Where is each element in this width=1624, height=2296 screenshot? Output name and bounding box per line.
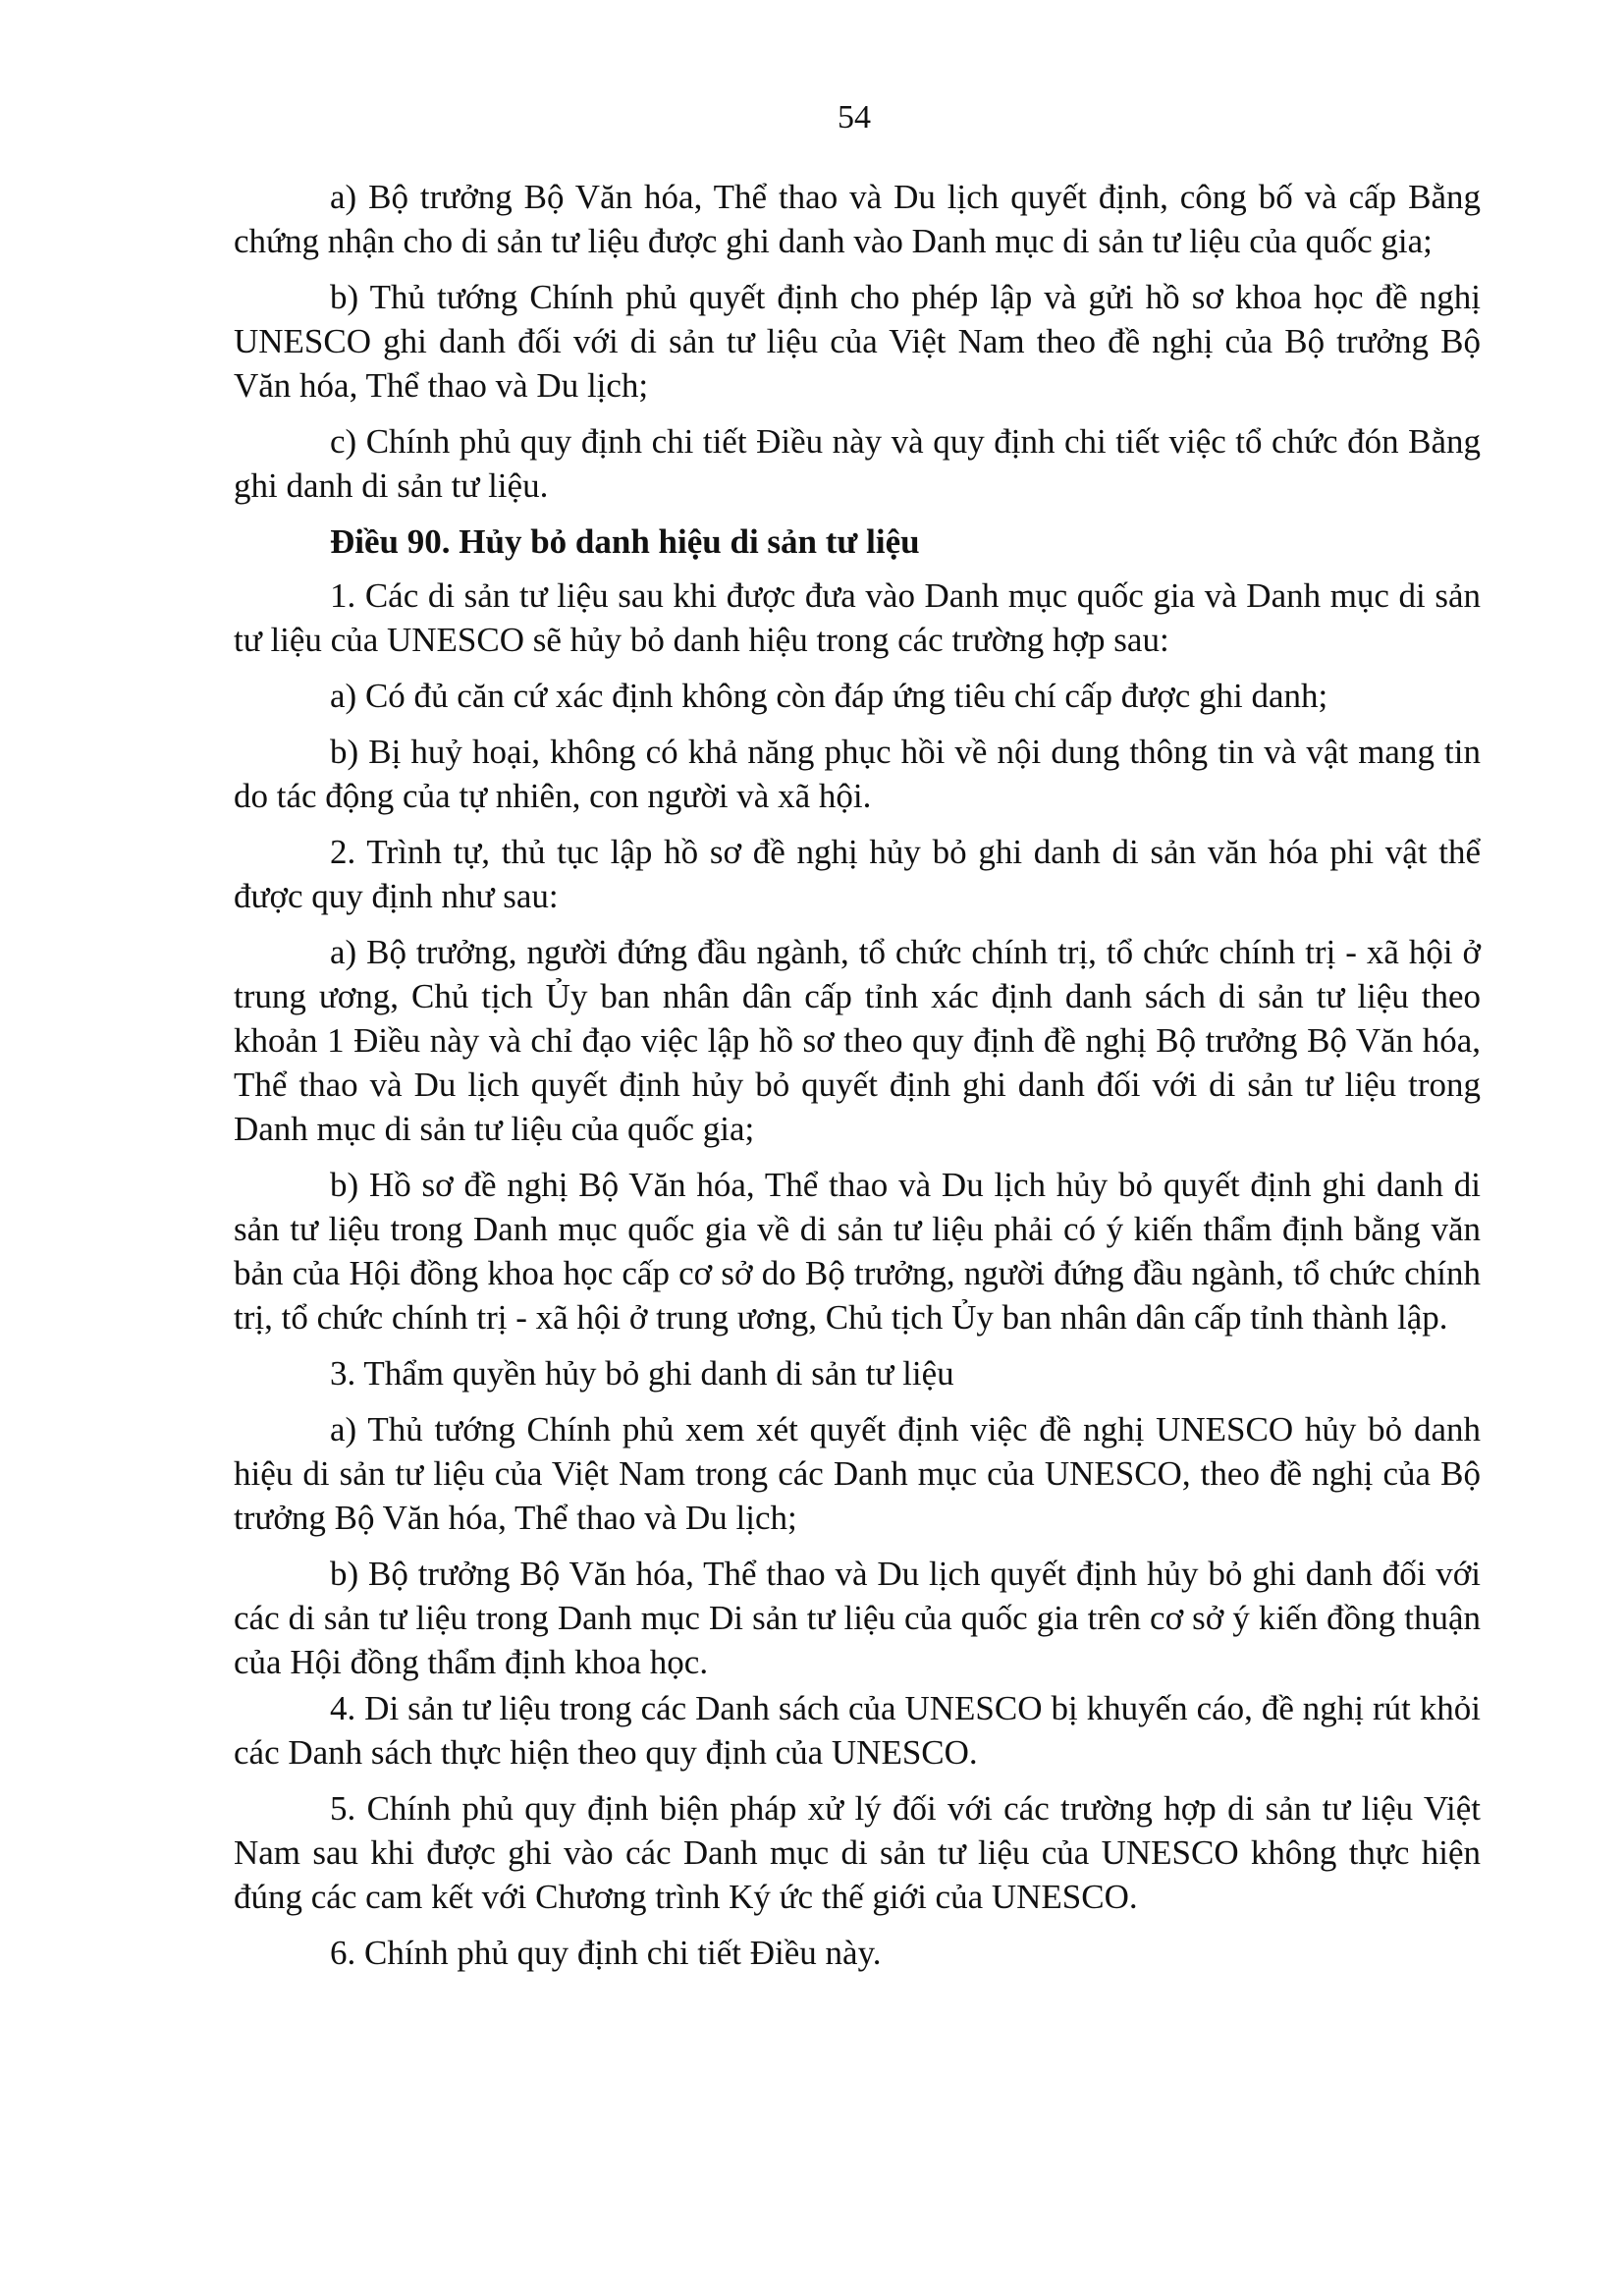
paragraph-90-1-a: a) Có đủ căn cứ xác định không còn đáp ứng tiêu chí cấp được ghi danh; [330, 677, 1328, 715]
document-body [234, 175, 1481, 1987]
page-number: 54 [838, 99, 871, 136]
paragraph-89-a: a) Bộ trưởng Bộ Văn hóa, Thể thao và Du lịch quyết định, công bố và cấp Bằng chứng nhận cho di sản tư liệu được ghi danh vào Danh mục di sản tư liệu của quốc gia; [234, 178, 1481, 260]
paragraph-90-3-b: b) Bộ trưởng Bộ Văn hóa, Thể thao và Du lịch quyết định hủy bỏ ghi danh đối với các di sản tư liệu trong Danh mục Di sản tư liệu của quốc gia trên cơ sở ý kiến đồng thuận của Hội đồng thẩm định khoa học. [234, 1555, 1481, 1681]
article-90-heading: Điều 90. Hủy bỏ danh hiệu di sản tư liệu [330, 522, 920, 561]
paragraph-90-2-a: a) Bộ trưởng, người đứng đầu ngành, tổ chức chính trị, tổ chức chính trị - xã hội ở trung ương, Chủ tịch Ủy ban nhân dân cấp tỉnh xác định danh sách di sản tư liệu theo khoản 1 Điều này và chỉ đạo việc lập hồ sơ theo quy định đề nghị Bộ trưởng Bộ Văn hóa, Thể thao và Du lịch quyết định hủy bỏ quyết định ghi danh đối với di sản tư liệu trong Danh mục di sản tư liệu của quốc gia; [234, 933, 1481, 1148]
paragraph-90-4: 4. Di sản tư liệu trong các Danh sách của UNESCO bị khuyến cáo, đề nghị rút khỏi các Danh sách thực hiện theo quy định của UNESCO. [234, 1689, 1481, 1772]
paragraph-90-3-a: a) Thủ tướng Chính phủ xem xét quyết định việc đề nghị UNESCO hủy bỏ danh hiệu di sản tư liệu của Việt Nam trong các Danh mục của UNESCO, theo đề nghị của Bộ trưởng Bộ Văn hóa, Thể thao và Du lịch; [234, 1410, 1481, 1537]
paragraph-90-3: 3. Thẩm quyền hủy bỏ ghi danh di sản tư liệu [330, 1354, 954, 1393]
paragraph-90-2-b: b) Hồ sơ đề nghị Bộ Văn hóa, Thể thao và Du lịch hủy bỏ quyết định ghi danh di sản tư liệu trong Danh mục quốc gia về di sản tư liệu phải có ý kiến thẩm định bằng văn bản của Hội đồng khoa học cấp cơ sở do Bộ trưởng, người đứng đầu ngành, tổ chức chính trị, tổ chức chính trị - xã hội ở trung ương, Chủ tịch Ủy ban nhân dân cấp tỉnh thành lập. [234, 1166, 1481, 1337]
paragraph-90-6: 6. Chính phủ quy định chi tiết Điều này. [330, 1934, 882, 1972]
paragraph-89-c: c) Chính phủ quy định chi tiết Điều này và quy định chi tiết việc tổ chức đón Bằng ghi danh di sản tư liệu. [234, 422, 1481, 505]
paragraph-90-2: 2. Trình tự, thủ tục lập hồ sơ đề nghị hủy bỏ ghi danh di sản văn hóa phi vật thể được quy định như sau: [234, 833, 1481, 915]
paragraph-90-1-b: b) Bị huỷ hoại, không có khả năng phục hồi về nội dung thông tin và vật mang tin do tác động của tự nhiên, con người và xã hội. [234, 733, 1481, 815]
paragraph-89-b: b) Thủ tướng Chính phủ quyết định cho phép lập và gửi hồ sơ khoa học đề nghị UNESCO ghi danh đối với di sản tư liệu của Việt Nam theo đề nghị của Bộ trưởng Bộ Văn hóa, Thể thao và Du lịch; [234, 278, 1481, 405]
paragraph-90-5: 5. Chính phủ quy định biện pháp xử lý đối với các trường hợp di sản tư liệu Việt Nam sau khi được ghi vào các Danh mục di sản tư liệu của UNESCO không thực hiện đúng các cam kết với Chương trình Ký ức thế giới của UNESCO. [234, 1789, 1481, 1916]
paragraph-90-1: 1. Các di sản tư liệu sau khi được đưa vào Danh mục quốc gia và Danh mục di sản tư liệu của UNESCO sẽ hủy bỏ danh hiệu trong các trường hợp sau: [234, 576, 1481, 659]
